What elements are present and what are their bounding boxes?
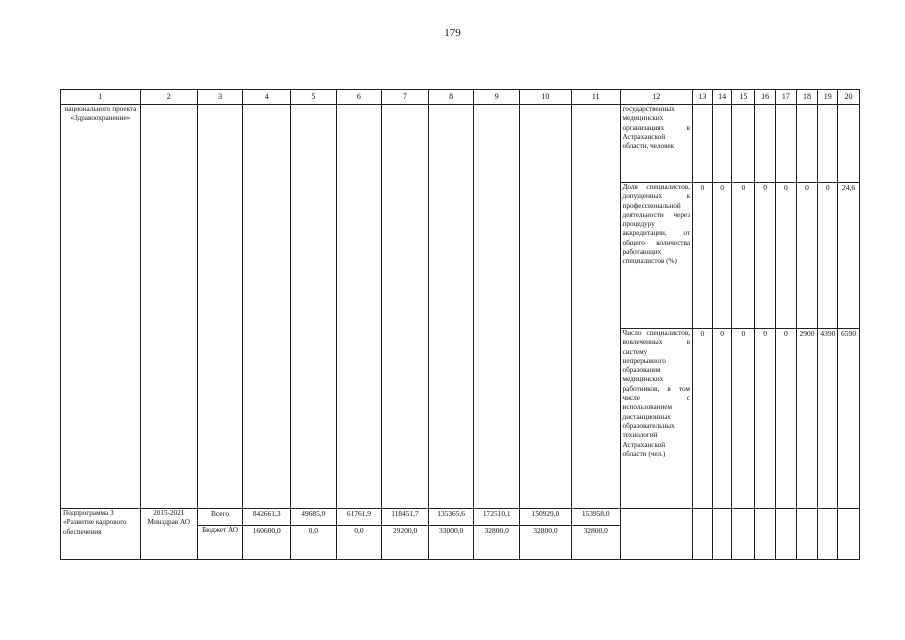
value-cell: 150929,0 — [520, 509, 572, 526]
value-cell: 49685,0 — [291, 509, 337, 526]
value-cell: 0 — [693, 329, 713, 509]
header-cell: 10 — [520, 90, 572, 105]
value-cell: 0 — [818, 183, 838, 329]
value-cell: 32800,0 — [474, 526, 520, 560]
table-row — [61, 105, 860, 183]
value-cell: 160600,0 — [243, 526, 291, 560]
header-cell: 6 — [336, 90, 382, 105]
header-cell: 11 — [571, 90, 620, 105]
value-cell: 0 — [775, 183, 796, 329]
header-cell: 19 — [818, 90, 838, 105]
value-cell: 172510,1 — [474, 509, 520, 526]
value-cell: 29200,0 — [382, 526, 429, 560]
indicator-cell: Число специалистов, вовлеченных в систему непрерывного образования медицинских работников, в том числе с использованием дистанционных образовательных технологий Астраханской области (чел.) — [620, 329, 693, 509]
value-cell: 0 — [732, 329, 755, 509]
indicator-cell: государственных медицинских организациях в Астраханской области, человек — [620, 105, 693, 183]
value-cell: 0 — [693, 183, 713, 329]
value-cell: 0,0 — [291, 526, 337, 560]
value-cell: 0,0 — [336, 526, 382, 560]
header-cell: 18 — [796, 90, 818, 105]
header-cell: 7 — [382, 90, 429, 105]
header-cell: 4 — [243, 90, 291, 105]
value-cell: 32800,0 — [571, 526, 620, 560]
value-cell: 842661,3 — [243, 509, 291, 526]
header-cell: 14 — [712, 90, 732, 105]
value-cell: 0 — [712, 329, 732, 509]
subprogram-name-cell: Подпрограмма 3 «Развитие кадрового обеспечения — [61, 509, 141, 560]
header-cell: 3 — [197, 90, 243, 105]
value-cell: 0 — [796, 183, 818, 329]
value-cell: 4390 — [818, 329, 838, 509]
header-cell: 16 — [755, 90, 776, 105]
header-cell: 13 — [693, 90, 713, 105]
header-cell: 9 — [474, 90, 520, 105]
period-executor-cell — [140, 509, 197, 560]
value-cell: 153958,0 — [571, 509, 620, 526]
value-cell: 0 — [712, 183, 732, 329]
program-table — [60, 89, 860, 560]
funding-source-cell: Всего — [197, 509, 243, 526]
indicator-cell: Доля специалистов, допущенных к профессиональной деятельности через процедуру аккредитации, от общего количества работающих специалистов (%) — [620, 183, 693, 329]
funding-source-cell: Бюджет АО — [197, 526, 243, 560]
executor: Минздрав АО — [147, 518, 190, 527]
header-row — [61, 90, 860, 105]
header-cell: 17 — [775, 90, 796, 105]
header-cell: 20 — [838, 90, 860, 105]
project-name-cell: национального проекта «Здравоохранение» — [61, 105, 141, 509]
value-cell: 24,6 — [838, 183, 860, 329]
value-cell: 118451,7 — [382, 509, 429, 526]
header-cell: 2 — [140, 90, 197, 105]
value-cell: 6590 — [838, 329, 860, 509]
value-cell: 2900 — [796, 329, 818, 509]
value-cell: 135365,6 — [428, 509, 474, 526]
header-cell: 8 — [428, 90, 474, 105]
value-cell: 33000,0 — [428, 526, 474, 560]
value-cell: 0 — [755, 329, 776, 509]
header-cell: 12 — [620, 90, 693, 105]
value-cell: 61761,9 — [336, 509, 382, 526]
value-cell: 0 — [755, 183, 776, 329]
page-number: 179 — [444, 27, 461, 39]
value-cell: 0 — [732, 183, 755, 329]
header-cell: 5 — [291, 90, 337, 105]
header-cell: 15 — [732, 90, 755, 105]
period: 2015-2021 — [153, 509, 185, 517]
header-cell: 1 — [61, 90, 141, 105]
table-row — [61, 509, 860, 526]
value-cell: 0 — [775, 329, 796, 509]
value-cell: 32800,0 — [520, 526, 572, 560]
